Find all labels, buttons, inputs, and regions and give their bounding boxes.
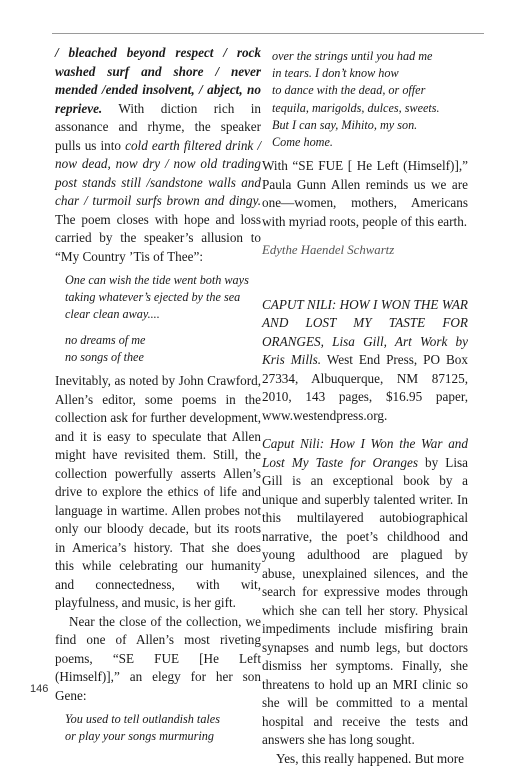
body-text: With diction rich in assonance and rhyme, the speaker pulls us into	[55, 100, 261, 153]
right-column	[262, 44, 468, 768]
body-paragraph: Inevitably, as noted by John Crawford, Allen’s editor, some poems in the collection ask for further development, and it is easy to speculate that Allen might have revisited them. Still, the collection powerfully asserts Allen’s drive to explore the ethics of life and language in wartime. Allen probes not only our bloody decade, but its roots in America’s history. That she does this while celebrating our humanity and connectedness, with wit, playfulness, and music, is her gift.	[55, 373, 261, 611]
quote-line: Come home.	[272, 135, 333, 150]
quote-line: clear clean away....	[65, 307, 160, 322]
reviewer-signature: Edythe Haendel Schwartz	[262, 243, 395, 258]
left-column	[55, 44, 261, 751]
quoted-poem-lines: / bleached beyond respect / rock washed surf and shore / never mended /ended insolvent, / abject, no reprieve.	[55, 45, 261, 116]
book-title-inline: Caput Nili: How I Won the War and Lost My Taste for Oranges	[262, 436, 468, 470]
quote-line: no songs of thee	[65, 349, 144, 364]
block-quote	[65, 272, 261, 366]
quote-line: But I can say, Mihito, my son.	[272, 117, 418, 132]
header-rule	[52, 33, 484, 34]
book-author: Lisa Gill, Art Work by Kris Mills.	[262, 333, 468, 368]
quoted-poem-lines: cold earth filtered drink / now dead, now dry / now old trading post stands still /sandstone walls and char / turmoil surfs brown and dingy.	[55, 137, 262, 208]
quote-line: tequila, marigolds, dulces, sweets.	[272, 100, 440, 115]
quote-line: You used to tell outlandish tales	[65, 712, 220, 727]
quote-line: no dreams of me	[65, 332, 146, 347]
body-paragraph: With “SE FUE [ He Left (Himself)],” Paula Gunn Allen reminds us we are one—women, mothers, Americans with myriad roots, people of this earth.	[262, 158, 468, 229]
quote-line: over the strings until you had me	[272, 49, 433, 63]
body-text: by Lisa Gill is an exceptional book by a unique and superbly talented writer. In this multilayered autobiographical narrative, the poet’s childhood and young adulthood are plagued by abuse, unexplained silences, and the search for expressive modes through which she can tell her story. Physical impediments include misfiring brain synapses and numb legs, but doctors dismiss her symptoms. Finally, she threatens to hold up an MRI clinic so she will be committed to a mental hospital and receive the tests and answers she has long sought.	[262, 454, 468, 748]
quote-line: to dance with the dead, or offer	[272, 83, 426, 98]
poem-discussion-paragraph	[55, 44, 261, 266]
quote-line: taking whatever’s ejected by the sea	[65, 290, 241, 305]
block-quote	[272, 48, 468, 151]
quote-line: in tears. I don’t know how	[272, 66, 399, 81]
body-paragraph: Yes, this really happened. But more	[276, 750, 465, 766]
publication-info: West End Press, PO Box 27334, Albuquerque, NM 87125, 2010, 143 pages, $16.95 paper, www.westendpress.org.	[262, 352, 468, 423]
book-title: CAPUT NILI: HOW I WON THE WAR AND LOST MY TASTE FOR ORANGES,	[262, 296, 468, 349]
block-quote	[65, 711, 261, 745]
quote-line: One can wish the tide went both ways	[65, 273, 249, 287]
review-paragraph	[262, 435, 468, 750]
body-paragraph: Near the close of the collection, we find one of Allen’s most riveting poems, “SE FUE [He Left (Himself)],” an elegy for her son Gene:	[55, 613, 261, 703]
page-number: 146	[30, 683, 49, 695]
body-text: The poem closes with hope and loss carried by the speaker’s allusion to “My Country ’Tis of Thee”:	[55, 211, 261, 264]
review-header	[262, 296, 468, 426]
quote-line: or play your songs murmuring	[65, 729, 214, 744]
